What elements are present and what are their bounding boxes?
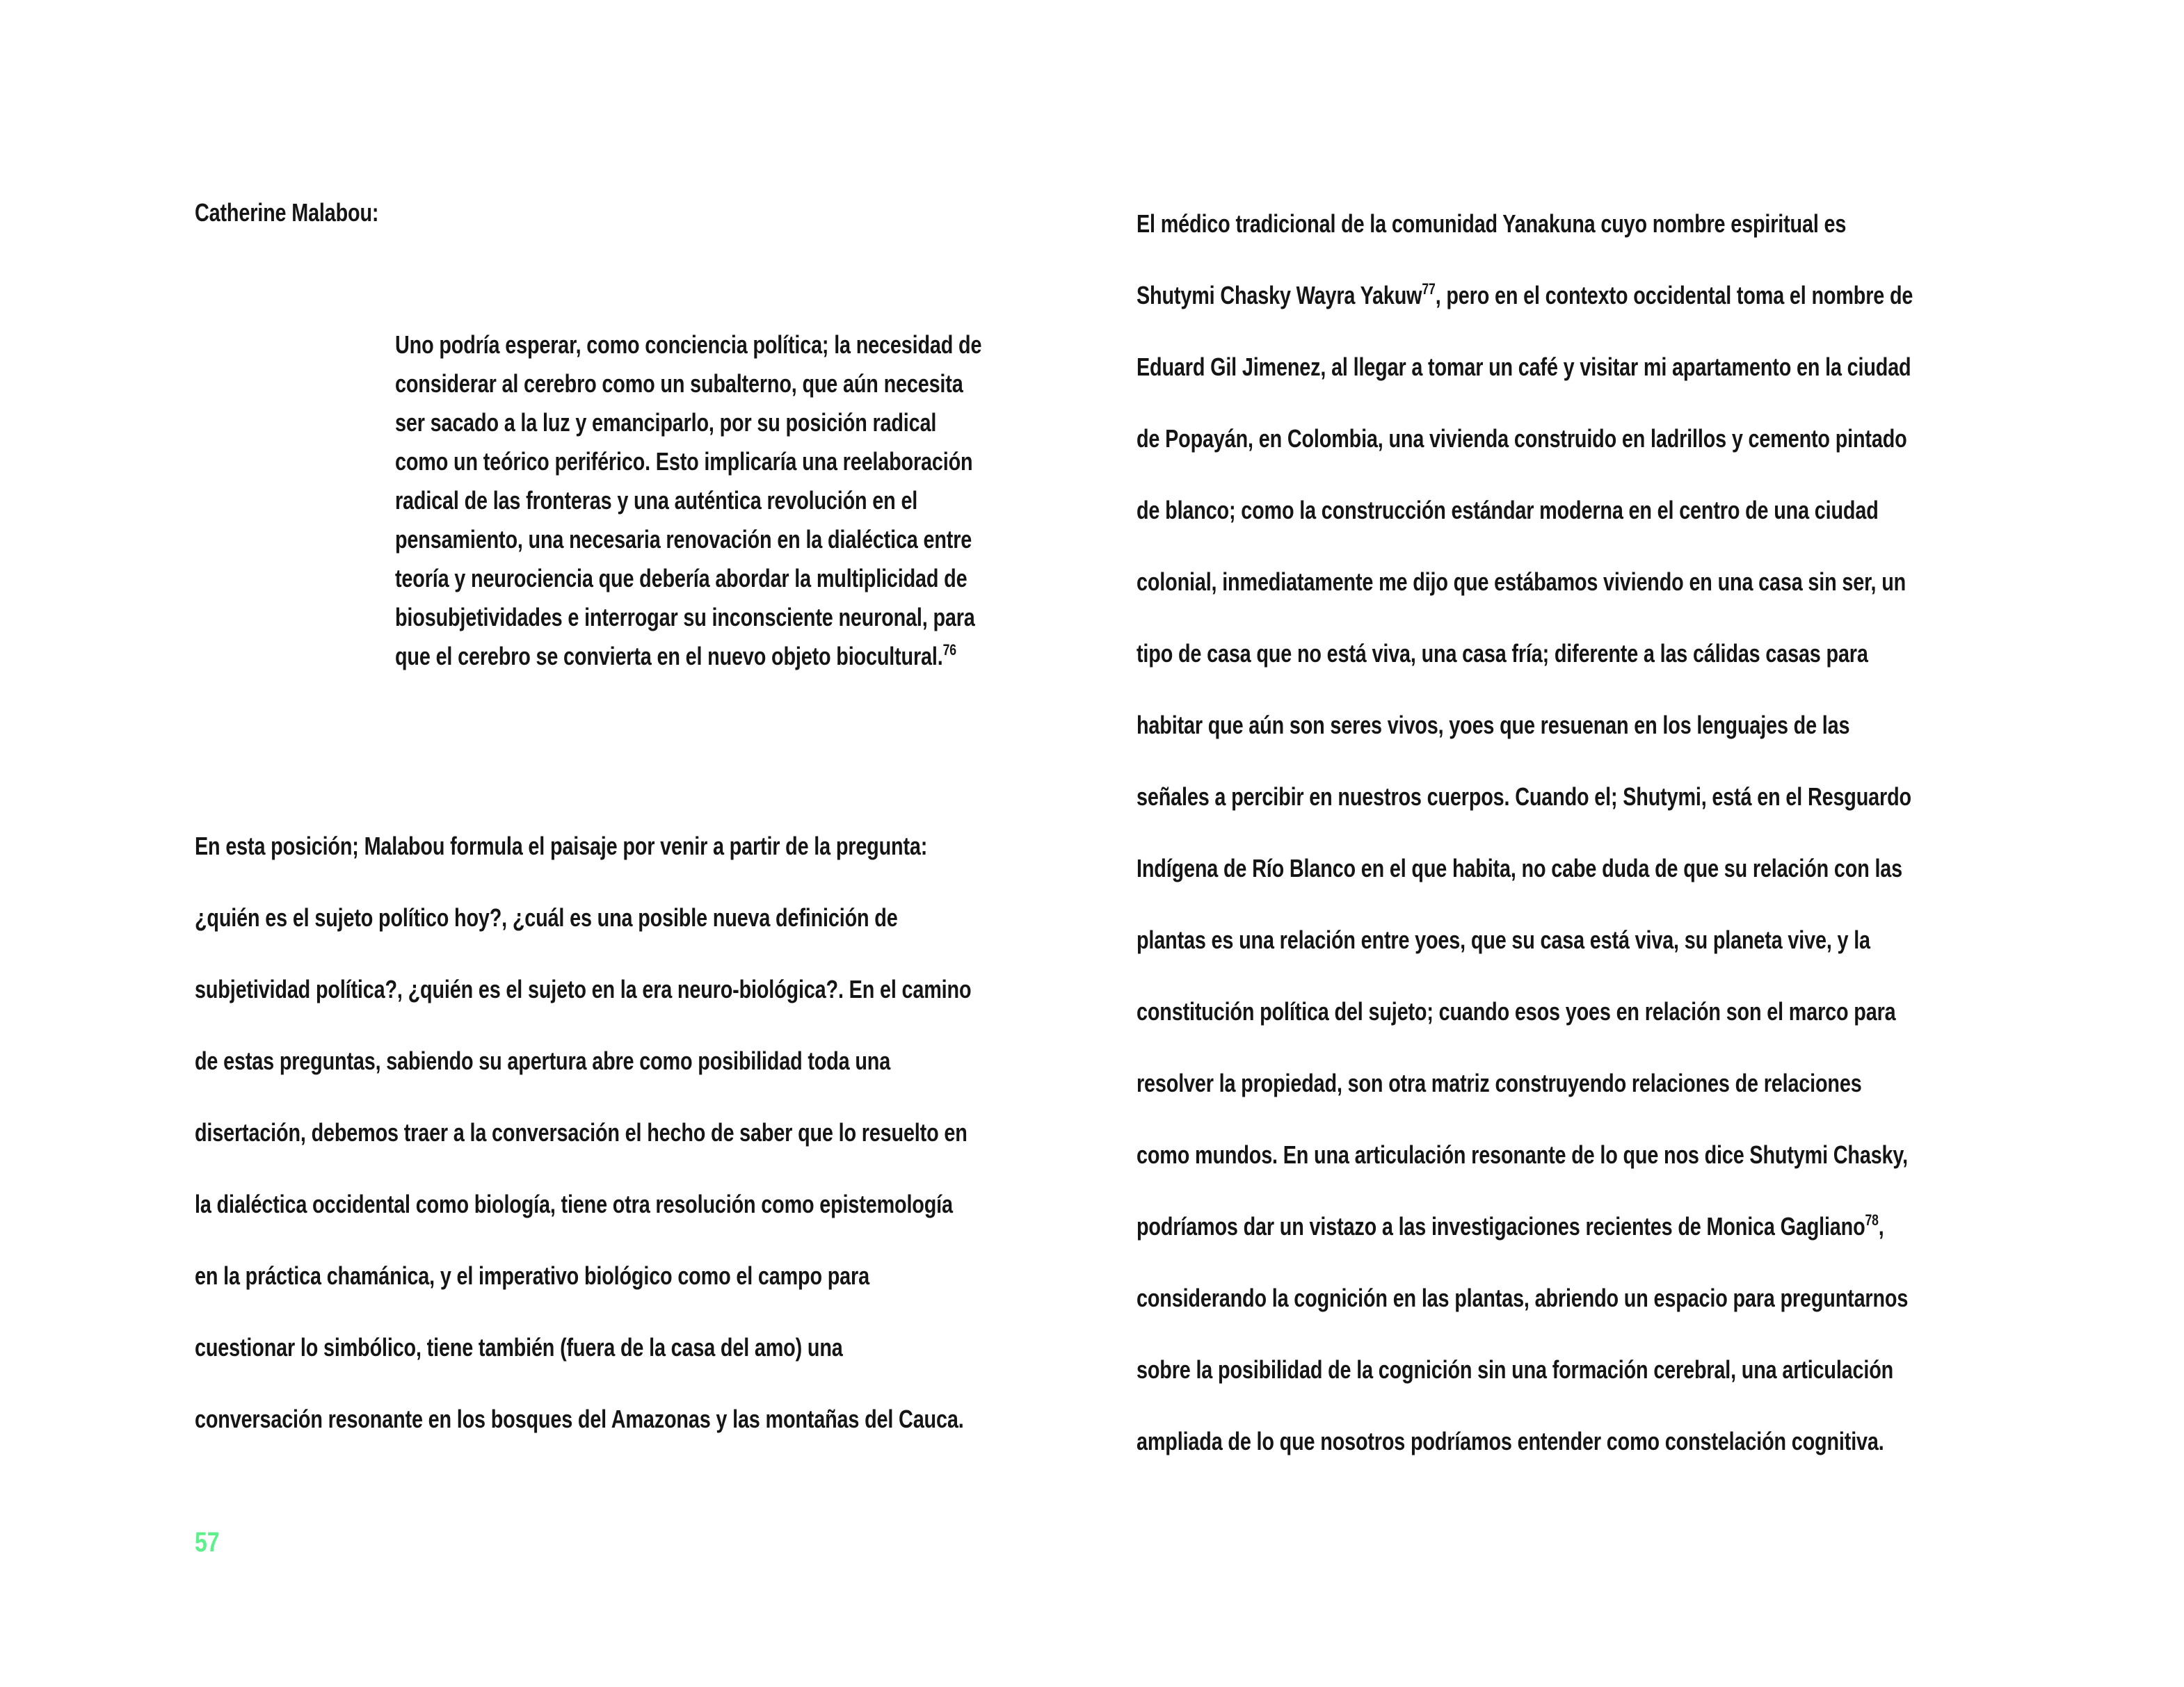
quote-line: ser sacado a la luz y emanciparlo, por su posición radical — [395, 408, 937, 437]
quote-line-last — [395, 637, 1054, 676]
quote-line: radical de las fronteras y una auténtica revolución en el — [395, 486, 918, 515]
body-line: tipo de casa que no está viva, una casa fría; diferente a las cálidas casas para — [1137, 639, 1868, 668]
right-body-text — [1137, 188, 1993, 1477]
body-line — [1137, 1190, 1993, 1262]
body-line: resolver la propiedad, son otra matriz construyendo relaciones de relaciones — [1137, 1069, 1862, 1097]
body-line: considerando la cognición en las plantas, abriendo un espacio para preguntarnos — [1137, 1284, 1909, 1312]
body-line: ampliada de lo que nosotros podríamos entender como constelación cognitiva. — [1137, 1427, 1884, 1455]
footnote-ref-77[interactable]: 77 — [1422, 280, 1436, 298]
quote-line: teoría y neurociencia que debería abordar la multiplicidad de — [395, 564, 967, 592]
body-line: Eduard Gil Jimenez, al llegar a tomar un café y visitar mi apartamento en la ciudad — [1137, 353, 1911, 381]
block-quote — [395, 325, 1054, 676]
body-line: habitar que aún son seres vivos, yoes que resuenan en los lenguajes de las — [1137, 711, 1850, 739]
body-line: colonial, inmediatamente me dijo que estábamos viviendo en una casa sin ser, un — [1137, 567, 1906, 596]
left-body-text — [195, 810, 1052, 1455]
body-line-text: podríamos dar un vistazo a las investigaciones recientes de Monica Gagliano — [1137, 1212, 1865, 1241]
body-line: en la práctica chamánica, y el imperativo biológico como el campo para — [195, 1261, 869, 1290]
quote-line: biosubjetividades e interrogar su inconsciente neuronal, para — [395, 603, 975, 631]
body-line: subjetividad política?, ¿quién es el sujeto en la era neuro-biológica?. En el camino — [195, 975, 972, 1003]
footnote-ref-78[interactable]: 78 — [1865, 1211, 1879, 1229]
body-line — [1137, 259, 1993, 331]
quote-line: Uno podría esperar, como conciencia política; la necesidad de — [395, 330, 982, 359]
body-line: de Popayán, en Colombia, una vivienda construido en ladrillos y cemento pintado — [1137, 424, 1907, 453]
body-line: la dialéctica occidental como biología, tiene otra resolución como epistemología — [195, 1190, 953, 1218]
body-line-text: , pero en el contexto occidental toma el nombre de — [1435, 281, 1913, 309]
body-line: disertación, debemos traer a la conversación el hecho de saber que lo resuelto en — [195, 1118, 967, 1147]
body-line: El médico tradicional de la comunidad Yanakuna cuyo nombre espiritual es — [1137, 209, 1847, 238]
quote-line-text: que el cerebro se convierta en el nuevo objeto biocultural. — [395, 642, 943, 670]
body-line: conversación resonante en los bosques del Amazonas y las montañas del Cauca. — [195, 1405, 964, 1433]
body-line: cuestionar lo simbólico, tiene también (fuera de la casa del amo) una — [195, 1333, 843, 1362]
body-line-text: Shutymi Chasky Wayra Yakuw — [1137, 281, 1422, 309]
page-number: 57 — [195, 1527, 220, 1558]
body-line-text: , — [1878, 1212, 1884, 1241]
body-line: de blanco; como la construcción estándar moderna en el centro de una ciudad — [1137, 496, 1879, 524]
quote-line: pensamiento, una necesaria renovación en la dialéctica entre — [395, 525, 972, 554]
body-line: señales a percibir en nuestros cuerpos. Cuando el; Shutymi, está en el Resguardo — [1137, 782, 1911, 811]
footnote-ref-76[interactable]: 76 — [942, 641, 956, 659]
body-line: sobre la posibilidad de la cognición sin una formación cerebral, una articulación — [1137, 1355, 1894, 1384]
left-page — [195, 188, 1050, 1433]
body-line: de estas preguntas, sabiendo su apertura abre como posibilidad toda una — [195, 1047, 891, 1075]
body-line: como mundos. En una articulación resonante de lo que nos dice Shutymi Chasky, — [1137, 1140, 1908, 1169]
body-line: constitución política del sujeto; cuando esos yoes en relación son el marco para — [1137, 997, 1896, 1026]
body-line: Indígena de Río Blanco en el que habita, no cabe duda de que su relación con las — [1137, 854, 1903, 882]
body-line: ¿quién es el sujeto político hoy?, ¿cuál es una posible nueva definición de — [195, 903, 898, 932]
body-line: plantas es una relación entre yoes, que su casa está viva, su planeta vive, y la — [1137, 926, 1870, 954]
section-heading: Catherine Malabou: — [195, 198, 379, 227]
quote-line: como un teórico periférico. Esto implicaría una reelaboración — [395, 447, 973, 476]
body-line: En esta posición; Malabou formula el paisaje por venir a partir de la pregunta: — [195, 832, 928, 860]
quote-line: considerar al cerebro como un subalterno, que aún necesita — [395, 369, 963, 398]
